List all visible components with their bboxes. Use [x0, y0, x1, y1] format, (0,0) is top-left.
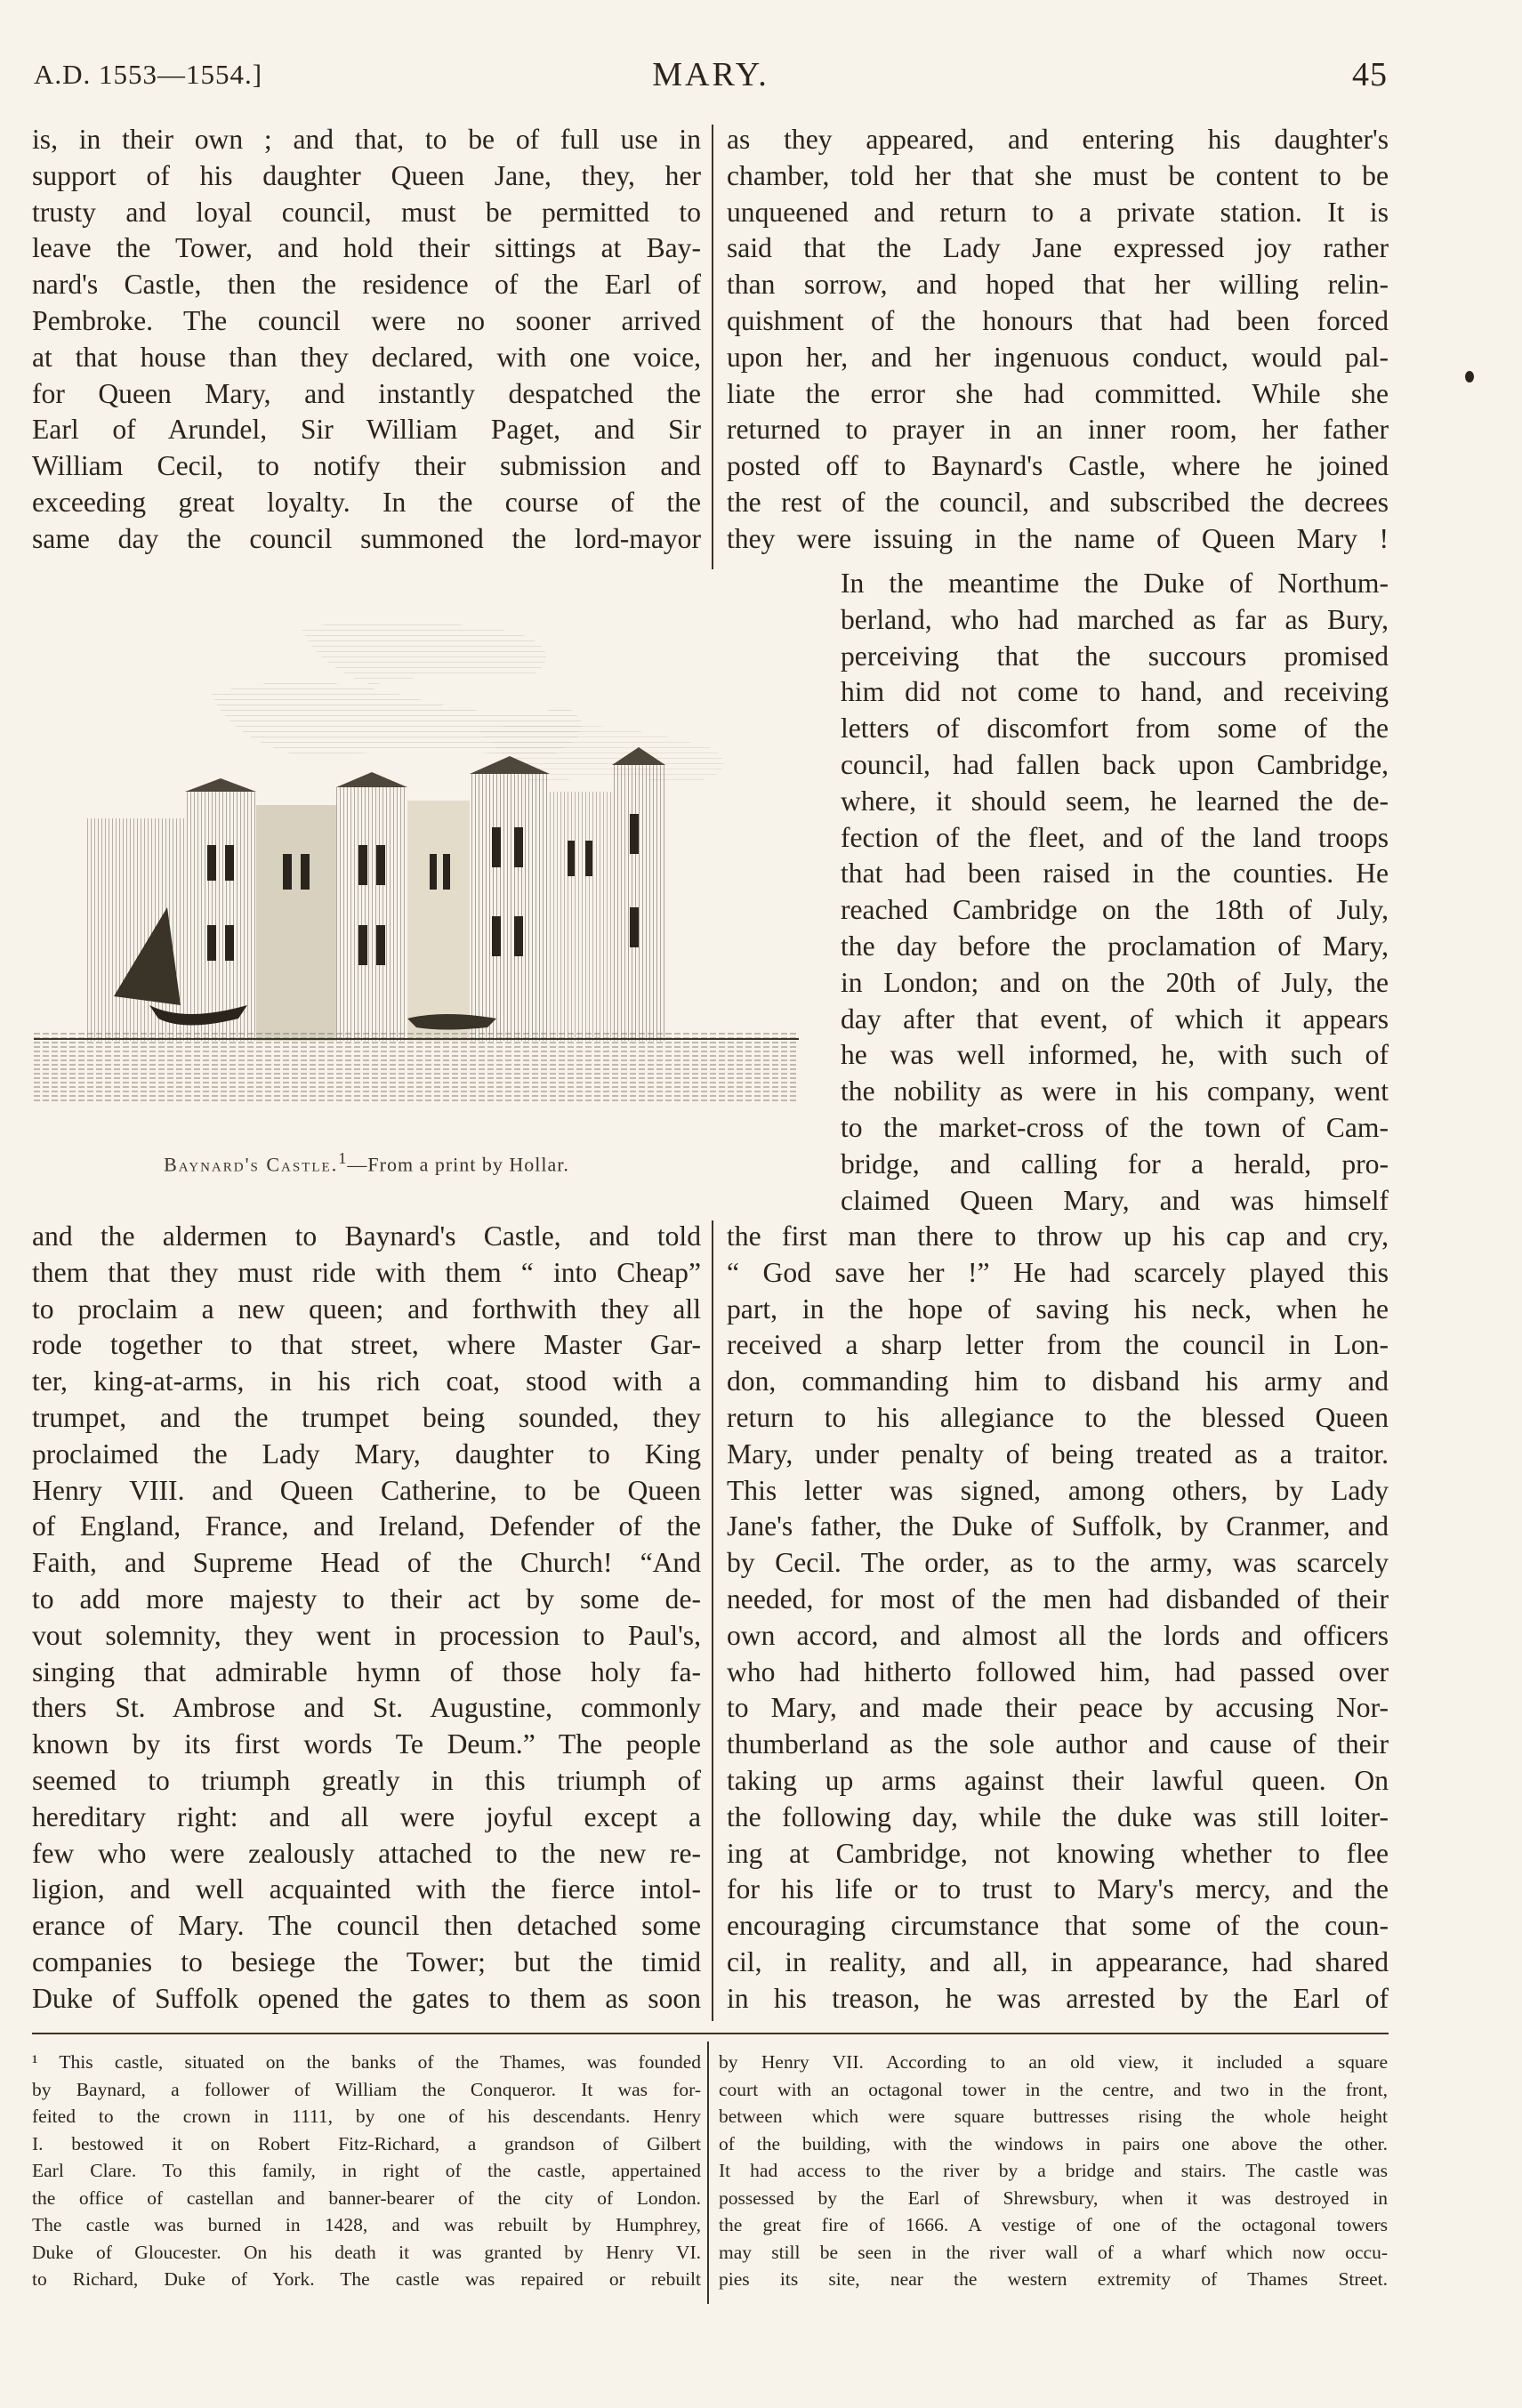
text-line: rode together to that street, where Master Gar- — [32, 1329, 701, 1361]
text-line: companies to besiege the Tower; but the timid — [32, 1945, 701, 1977]
text-line: him did not come to hand, and receiving — [841, 676, 1389, 708]
footnote-line: may still be seen in the river wall of a wharf which now occu- — [719, 2241, 1388, 2263]
text-line: Faith, and Supreme Head of the Church! “And — [32, 1547, 701, 1579]
text-line: Jane's father, the Duke of Suffolk, by Cranmer, and — [727, 1510, 1389, 1542]
footnote-line: by Baynard, a follower of William the Conqueror. It was for- — [32, 2078, 701, 2100]
footnote-line: It had access to the river by a bridge and stairs. The castle was — [719, 2160, 1388, 2181]
text-line: is, in their own ; and that, to be of full use in — [32, 124, 701, 155]
footnote-line: the office of castellan and banner-bearer of the city of London. — [32, 2187, 701, 2209]
text-line: Mary, under penalty of being treated as a traitor. — [727, 1438, 1389, 1470]
text-line: taking up arms against their lawful queen. On — [727, 1764, 1389, 1796]
footnote-line: of the building, with the windows in pairs one above the other. — [719, 2132, 1388, 2154]
text-line: ligion, and well acquainted with the fierce intol- — [32, 1873, 701, 1905]
footnote-separator — [32, 2033, 1389, 2034]
text-line: trumpet, and the trumpet being sounded, they — [32, 1401, 701, 1433]
text-line: than sorrow, and hoped that her willing relin- — [727, 269, 1389, 301]
castle-illustration — [34, 614, 799, 1130]
text-line: bridge, and calling for a herald, pro- — [841, 1148, 1389, 1180]
footnote-line: The castle was burned in 1428, and was rebuilt by Humphrey, — [32, 2214, 701, 2235]
text-line: Duke of Suffolk opened the gates to them as soon — [32, 1982, 701, 2014]
text-line: Henry VIII. and Queen Catherine, to be Queen — [32, 1474, 701, 1506]
right-column-wrapped-text — [841, 566, 1389, 1219]
text-line: for Queen Mary, and instantly despatched the — [32, 377, 701, 409]
right-column-top — [727, 122, 1389, 558]
text-line: known by its first words Te Deum.” The people — [32, 1728, 701, 1760]
text-line: seemed to triumph greatly in this triumph of — [32, 1764, 701, 1796]
text-line: reached Cambridge on the 18th of July, — [841, 894, 1389, 926]
text-line: This letter was signed, among others, by Lady — [727, 1474, 1389, 1506]
text-line: cil, in reality, and all, in appearance, had shared — [727, 1945, 1389, 1977]
text-line: don, commanding him to disband his army and — [727, 1365, 1389, 1397]
column-divider-top — [712, 125, 713, 569]
text-line: by Cecil. The order, as to the army, was scarcely — [727, 1547, 1389, 1579]
text-line: he was well informed, he, with such of — [841, 1039, 1389, 1071]
footnote-line: feited to the crown in 1111, by one of his descendants. Henry — [32, 2106, 701, 2127]
text-line: council, had fallen back upon Cambridge, — [841, 748, 1389, 780]
text-line: as they appeared, and entering his daughter's — [727, 124, 1389, 155]
text-line: to the market-cross of the town of Cam- — [841, 1111, 1389, 1143]
text-line: liate the error she had committed. While she — [727, 377, 1389, 409]
ink-blot — [1465, 371, 1474, 383]
text-line: vout solemnity, they went in procession to Paul's, — [32, 1619, 701, 1651]
text-line: encouraging circumstance that some of the coun- — [727, 1910, 1389, 1942]
text-line: the rest of the council, and subscribed the decrees — [727, 486, 1389, 518]
text-line: to Mary, and made their peace by accusing Nor- — [727, 1692, 1389, 1724]
footnote-line: to Richard, Duke of York. The castle was repaired or rebuilt — [32, 2268, 701, 2290]
text-line: and the aldermen to Baynard's Castle, and told — [32, 1220, 701, 1252]
footnote-left — [32, 2049, 701, 2293]
footnote-ref: 1 — [338, 1149, 348, 1167]
footnote-divider — [707, 2042, 709, 2304]
text-line: claimed Queen Mary, and was himself — [841, 1184, 1389, 1216]
text-line: leave the Tower, and hold their sittings at Bay- — [32, 232, 701, 264]
baynards-castle-engraving — [34, 614, 799, 1130]
text-line: quishment of the honours that had been forced — [727, 304, 1389, 336]
text-line: of England, France, and Ireland, Defender of the — [32, 1510, 701, 1542]
text-line: support of his daughter Queen Jane, they, her — [32, 159, 701, 191]
text-line: singing that admirable hymn of those holy fa- — [32, 1655, 701, 1687]
text-line: unqueened and return to a private station. It is — [727, 196, 1389, 228]
text-line: that had been raised in the counties. He — [841, 858, 1389, 890]
text-line: to add more majesty to their act by some de- — [32, 1583, 701, 1615]
text-line: trusty and loyal council, must be permitted to — [32, 196, 701, 228]
text-line: the following day, while the duke was still loiter- — [727, 1800, 1389, 1832]
text-line: Earl of Arundel, Sir William Paget, and Sir — [32, 414, 701, 446]
right-column-bottom — [727, 1219, 1389, 2017]
text-line: “ God save her !” He had scarcely played this — [727, 1256, 1389, 1288]
left-column-bottom — [32, 1219, 701, 2017]
text-line: at that house than they declared, with one voice, — [32, 341, 701, 373]
text-line: for his life or to trust to Mary's mercy, and the — [727, 1873, 1389, 1905]
text-line: the nobility as were in his company, went — [841, 1075, 1389, 1107]
text-line: where, it should seem, he learned the de- — [841, 785, 1389, 817]
text-line: the first man there to throw up his cap and cry, — [727, 1220, 1389, 1252]
text-line: Pembroke. The council were no sooner arrived — [32, 304, 701, 336]
text-line: thers St. Ambrose and St. Augustine, commonly — [32, 1692, 701, 1724]
text-line: needed, for most of the men had disbanded of their — [727, 1583, 1389, 1615]
text-line: thumberland as the sole author and cause of their — [727, 1728, 1389, 1760]
text-line: part, in the hope of saving his neck, when he — [727, 1293, 1389, 1325]
footnote-line: the great fire of 1666. A vestige of one of the octagonal towers — [719, 2214, 1388, 2235]
text-line: received a sharp letter from the council in Lon- — [727, 1329, 1389, 1361]
footnote-line: by Henry VII. According to an old view, it included a square — [719, 2051, 1388, 2073]
text-line: returned to prayer in an inner room, her father — [727, 414, 1389, 446]
page-number: 45 — [1352, 56, 1388, 93]
footnote-right — [719, 2049, 1388, 2293]
caption-title: Baynard's Castle. — [164, 1153, 339, 1176]
caption-source: —From a print by Hollar. — [347, 1153, 569, 1176]
footnote-line: Duke of Gloucester. On his death it was granted by Henry VI. — [32, 2241, 701, 2263]
text-line: hereditary right: and all were joyful except a — [32, 1800, 701, 1832]
text-line: chamber, told her that she must be content to be — [727, 159, 1389, 191]
text-line: same day the council summoned the lord-mayor — [32, 522, 701, 554]
left-column-top — [32, 122, 701, 558]
text-line: few who were zealously attached to the new re- — [32, 1837, 701, 1869]
text-line: fection of the fleet, and of the land troops — [841, 821, 1389, 853]
text-line: exceeding great loyalty. In the course of the — [32, 486, 701, 518]
text-line: letters of discomfort from some of the — [841, 713, 1389, 745]
figure-caption — [32, 1149, 701, 1176]
text-line: said that the Lady Jane expressed joy rather — [727, 232, 1389, 264]
text-line: nard's Castle, then the residence of the Earl of — [32, 269, 701, 301]
footnote-line: court with an octagonal tower in the centre, and two in the front, — [719, 2078, 1388, 2100]
text-line: proclaimed the Lady Mary, daughter to King — [32, 1438, 701, 1470]
text-line: ter, king-at-arms, in his rich coat, stood with a — [32, 1365, 701, 1397]
text-line: own accord, and almost all the lords and officers — [727, 1619, 1389, 1651]
footnote-line: ¹ This castle, situated on the banks of the Thames, was founded — [32, 2051, 701, 2073]
text-line: upon her, and her ingenuous conduct, would pal- — [727, 341, 1389, 373]
river-thames — [34, 1032, 799, 1103]
text-line: In the meantime the Duke of Northum- — [841, 568, 1389, 599]
text-line: ing at Cambridge, not knowing whether to flee — [727, 1837, 1389, 1869]
running-header — [34, 55, 1388, 100]
header-title: MARY. — [652, 56, 769, 93]
text-line: berland, who had marched as far as Bury, — [841, 603, 1389, 635]
header-date-range: A.D. 1553—1554.] — [34, 59, 263, 90]
text-line: in his treason, he was arrested by the Earl of — [727, 1982, 1389, 2014]
text-line: day after that event, of which it appears — [841, 1003, 1389, 1035]
text-line: perceiving that the succours promised — [841, 640, 1389, 672]
text-line: posted off to Baynard's Castle, where he joined — [727, 450, 1389, 482]
text-line: to proclaim a new queen; and forthwith they all — [32, 1293, 701, 1325]
footnote-line: between which were square buttresses rising the whole height — [719, 2106, 1388, 2127]
footnote-line: pies its site, near the western extremity of Thames Street. — [719, 2268, 1388, 2290]
text-line: who had hitherto followed him, had passed over — [727, 1655, 1389, 1687]
text-line: erance of Mary. The council then detached some — [32, 1910, 701, 1942]
text-line: the day before the proclamation of Mary, — [841, 930, 1389, 962]
text-line: return to his allegiance to the blessed Queen — [727, 1401, 1389, 1433]
footnote-line: possessed by the Earl of Shrewsbury, when it was destroyed in — [719, 2187, 1388, 2209]
text-line: William Cecil, to notify their submission and — [32, 450, 701, 482]
footnote-line: Earl Clare. To this family, in right of the castle, appertained — [32, 2160, 701, 2181]
text-line: them that they must ride with them “ into Cheap” — [32, 1256, 701, 1288]
column-divider-bottom — [712, 1220, 713, 2021]
footnote-line: I. bestowed it on Robert Fitz-Richard, a grandson of Gilbert — [32, 2132, 701, 2154]
text-line: they were issuing in the name of Queen Mary ! — [727, 522, 1389, 554]
text-line: in London; and on the 20th of July, the — [841, 966, 1389, 998]
